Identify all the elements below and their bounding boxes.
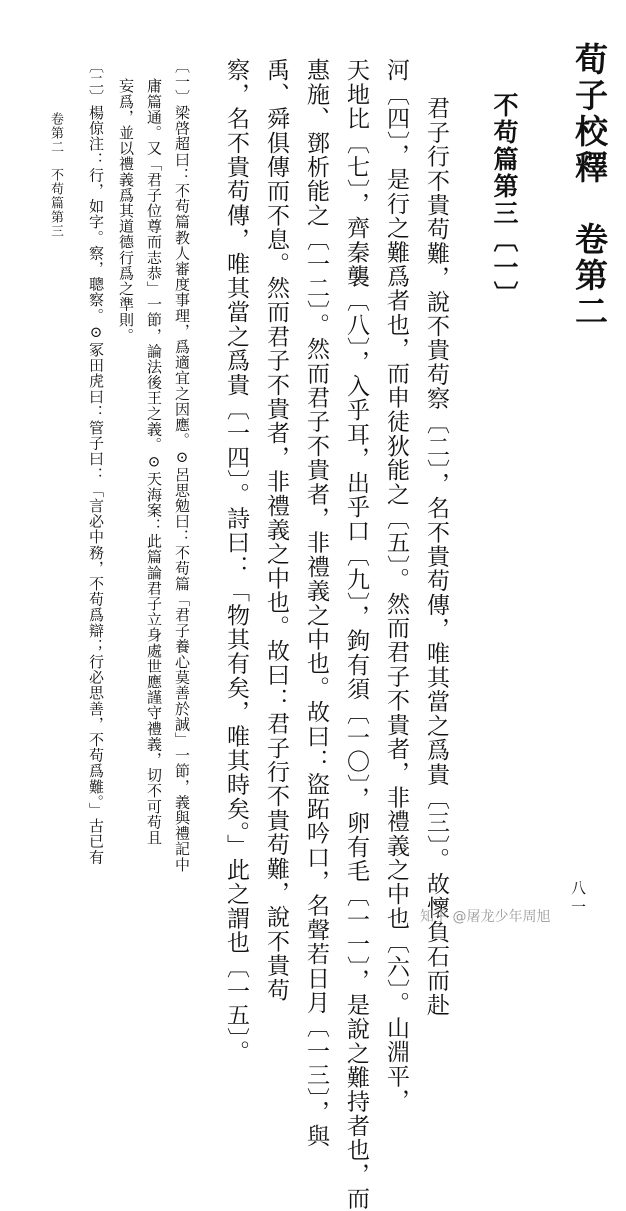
note-column-1 <box>172 58 193 872</box>
main-text-column-1 <box>420 96 453 1017</box>
watermark: 知乎 @屠龙少年周旭 <box>420 909 551 925</box>
main-text-column-4 <box>300 58 333 1148</box>
main-text-line: 天地比〔七〕，齊秦襲〔八〕，入乎耳，出乎口〔九〕，鉤有須〔一〇〕，卵有毛〔一一〕，是說之難持者也，而 <box>343 58 369 1211</box>
main-text-line: 君子行不貴苟難，說不貴苟察〔二〕，名不貴苟傳，唯其當之爲貴〔三〕。故懷負石而赴 <box>423 96 449 1017</box>
note-line: 妄爲，並以禮義爲其道德行爲之準則。 <box>117 78 135 344</box>
main-text-column-3 <box>340 58 373 1211</box>
chapter-title: 不苟篇第三〔一〕 <box>490 92 519 308</box>
note-line: 庸篇通。又「君子位尊而志恭」一節，論法後王之義。⊙天海案：此篇論君子立身處世應謹守禮義，切不可苟且 <box>145 78 163 846</box>
main-text-line: 惠施、鄧析能之〔一二〕。然而君子不貴者，非禮義之中也。故曰：盜跖吟口，名聲若日月〔一三〕，與 <box>303 58 329 1149</box>
note-line: 〔二〕楊倞注：行，如字。察，聰察。⊙冢田虎曰：管子曰：「言必中務，不苟爲辯；行必思善，不苟爲難。」古已有 <box>87 58 105 865</box>
book-title: 荀子校釋 卷第二 <box>570 42 609 330</box>
note-column-2 <box>144 78 165 845</box>
note-column-4 <box>86 58 107 865</box>
running-footer: 卷第二 不苟篇第三 <box>48 112 63 238</box>
note-column-3 <box>116 78 137 343</box>
main-text-line: 察，名不貴苟傳，唯其當之爲貴〔一四〕。詩曰：「物其有矣，唯其時矣。」此之謂也〔一五〕。 <box>223 58 249 1065</box>
main-text-line: 河〔四〕，是行之難爲者也，而申徒狄能之〔五〕。然而君子不貴者，非禮義之中也〔六〕。山淵平， <box>383 58 409 1113</box>
main-text-column-2 <box>380 58 413 1113</box>
main-text-column-5 <box>260 58 293 1002</box>
main-text-line: 禹、舜俱傳而不息。然而君子不貴者，非禮義之中也。故曰：君子行不貴苟難，說不貴苟 <box>263 58 289 1002</box>
note-line: 〔一〕梁啓超曰：不苟篇教人審度事理，爲適宜之因應。⊙呂思勉曰：不苟篇「君子養心莫善於誠」一節，義與禮記中 <box>173 58 191 873</box>
main-text-column-6 <box>220 58 253 1064</box>
page-number: 八一 <box>569 880 587 918</box>
